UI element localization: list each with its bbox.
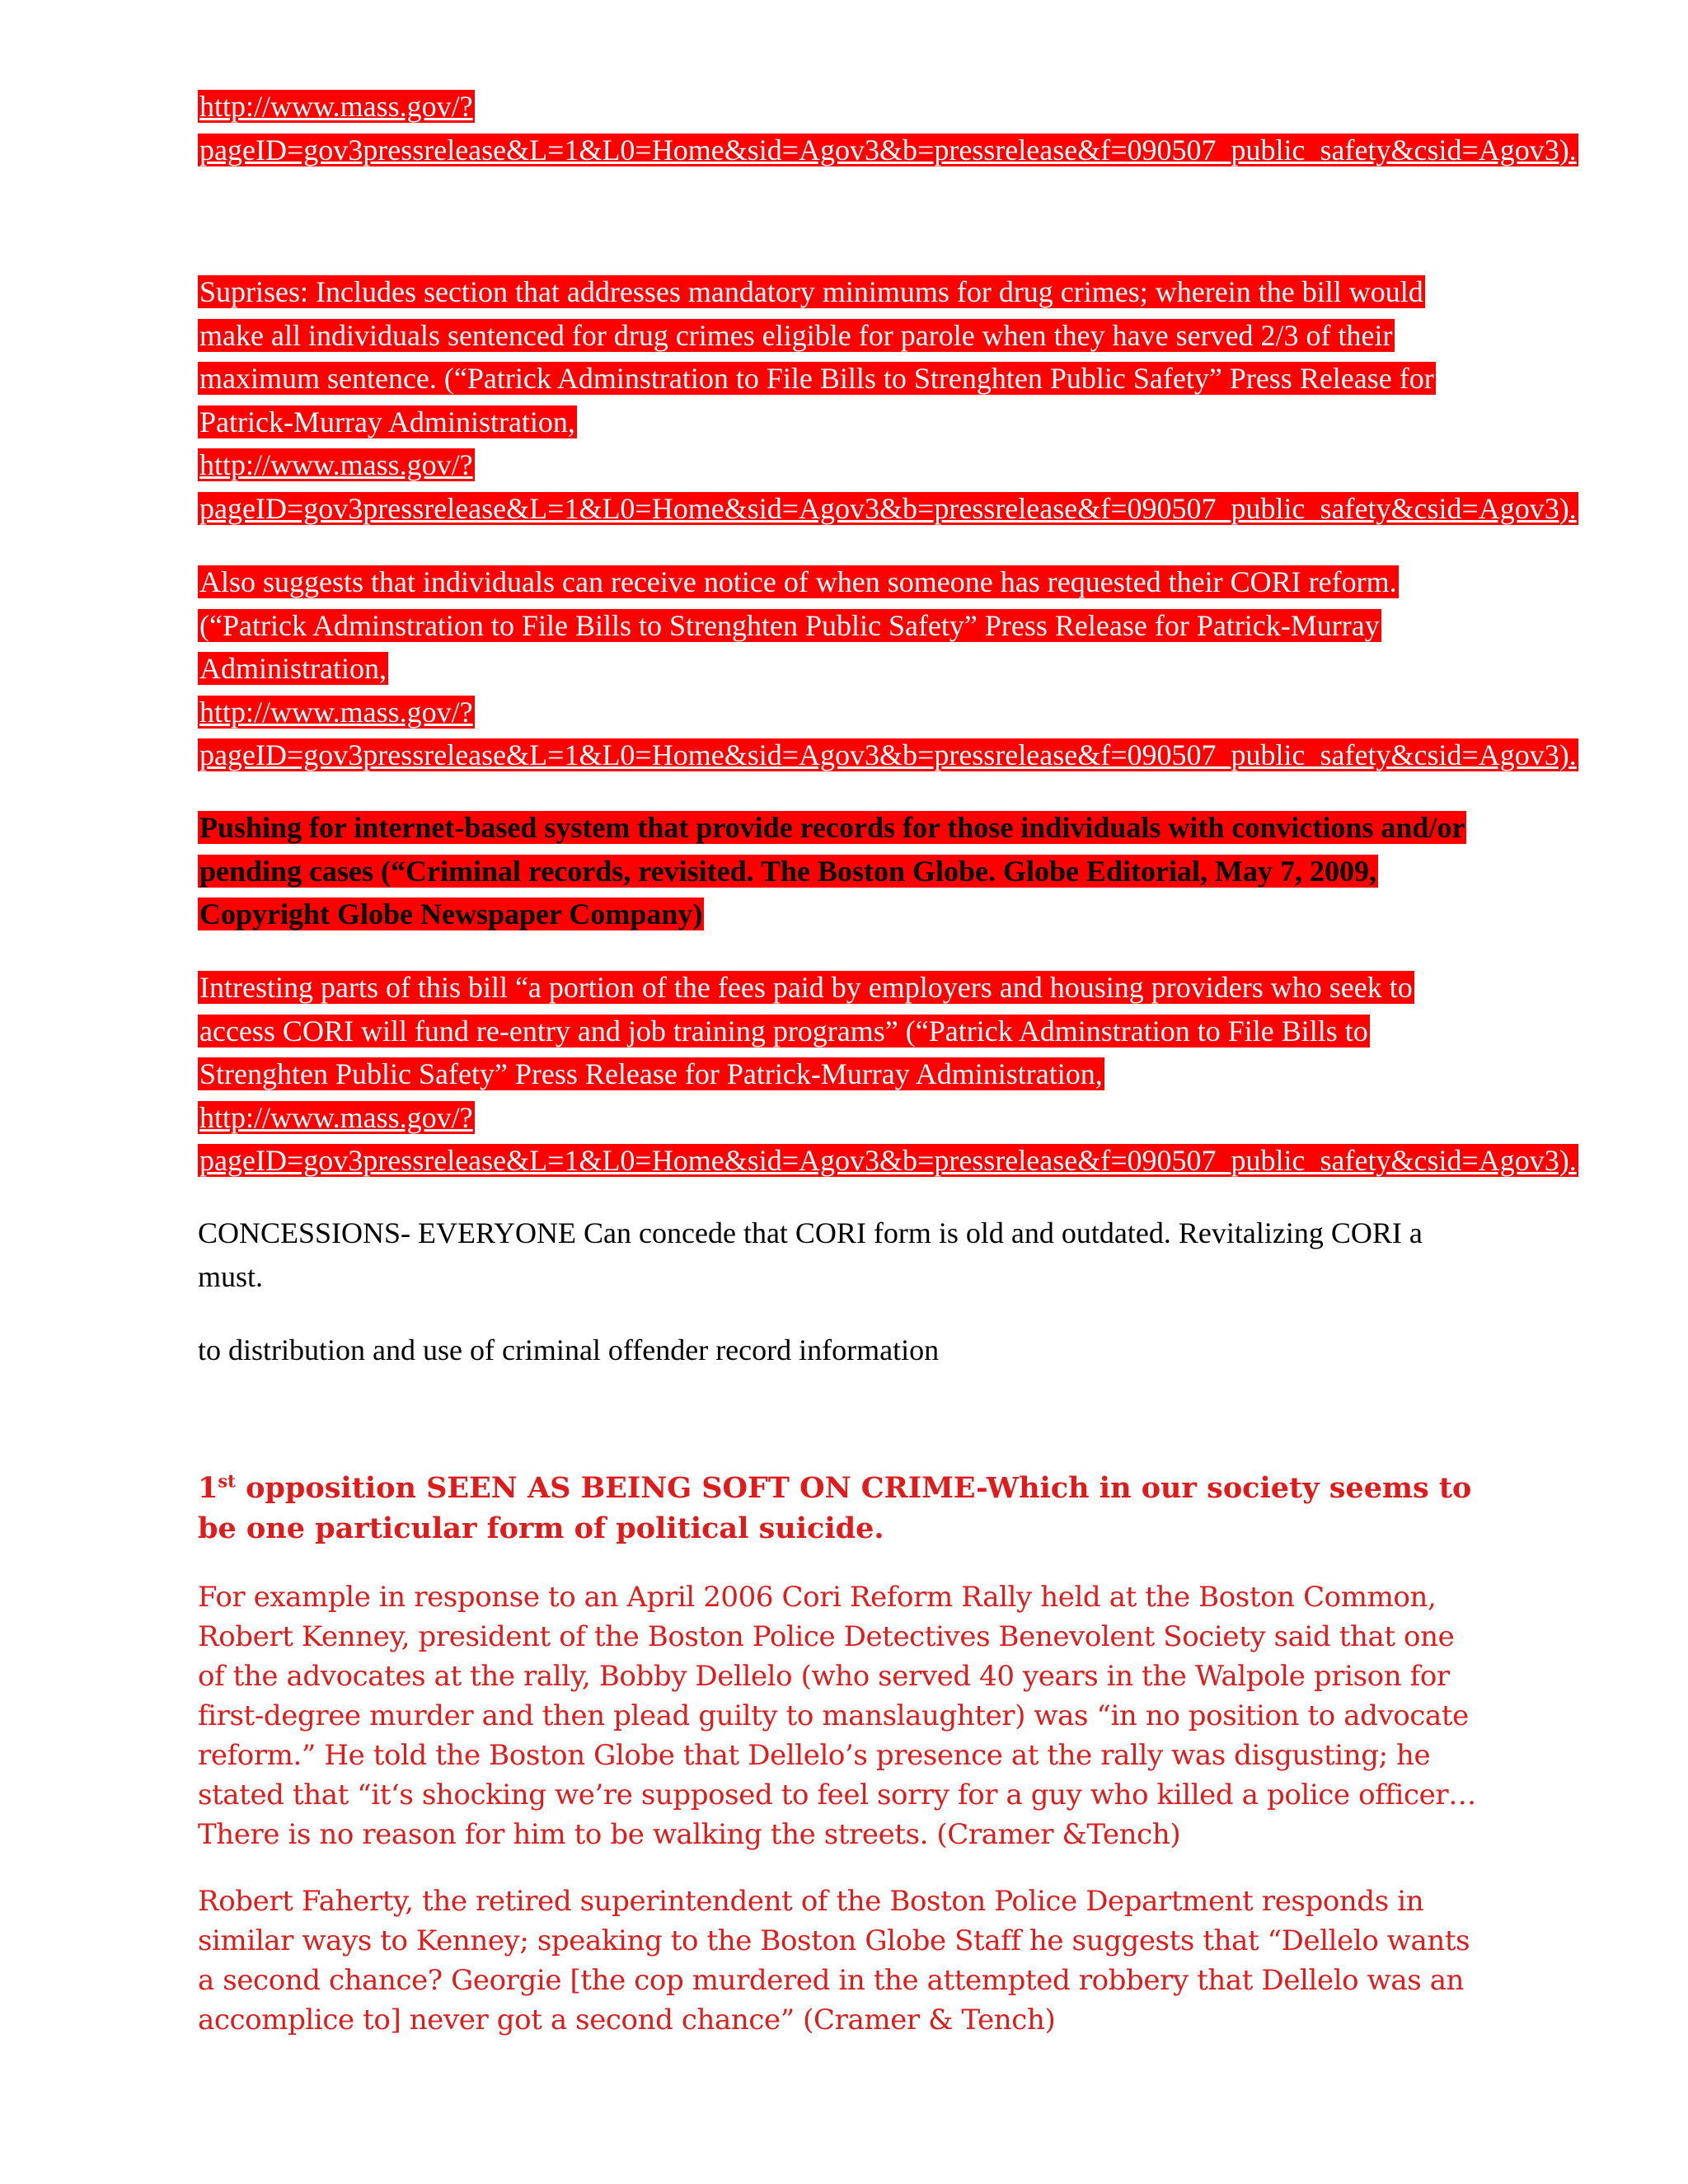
paragraph-intresting: [198, 966, 1577, 1183]
opposition-heading: [198, 1468, 1484, 1549]
paragraph-distribution: to distribution and use of criminal offender record information: [198, 1333, 940, 1366]
paragraph-suprises: [198, 270, 1577, 530]
press-release-link[interactable]: http://www.mass.gov/?pageID=gov3pressrelease&L=1&L0=Home&sid=Agov3&b=pressrelease&f=090507_public_safety&csid=Agov3).: [199, 1100, 1577, 1177]
also-suggests-text: Also suggests that individuals can receive notice of when someone has requested their CORI reform. (“Patrick Adminstration to File Bills to Strenghten Public Safety” Press Release for Patrick-Murray Administration,: [199, 565, 1397, 685]
pushing-text: Pushing for internet-based system that provide records for those individuals with convictions and/or pending cases (“Criminal records, revisited. The Boston Globe. Globe Editorial, May 7, 2009, Copyright Globe Newspaper Company): [199, 811, 1465, 930]
heading-number: 1: [198, 1471, 218, 1505]
heading-text: opposition SEEN AS BEING SOFT ON CRIME-Which in our society seems to be one particular form of political suicide.: [198, 1471, 1472, 1545]
paragraph-pushing: [198, 806, 1484, 936]
press-release-link[interactable]: http://www.mass.gov/?pageID=gov3pressrelease&L=1&L0=Home&sid=Agov3&b=pressrelease&f=090507_public_safety&csid=Agov3).: [199, 448, 1577, 525]
press-release-link[interactable]: http://www.mass.gov/?pageID=gov3pressrelease&L=1&L0=Home&sid=Agov3&b=pressrelease&f=090507_public_safety&csid=Agov3).: [199, 695, 1577, 771]
heading-superscript: st: [218, 1470, 236, 1492]
paragraph-kenney: For example in response to an April 2006 Cori Reform Rally held at the Boston Common, Robert Kenney, president of the Boston Police Detectives Benevolent Society said that one of the advocates at the rally, Bobby Dellelo (who served 40 years in the Walpole prison for first-degree murder and then plead guilty to manslaughter) was “in no position to advocate reform.” He told the Boston Globe that Dellelo’s presence at the rally was disgusting; he stated that “it‘s shocking we’re supposed to feel sorry for a guy who killed a police officer…There is no reason for him to be walking the streets. (Cramer &Tench): [198, 1581, 1476, 1851]
intresting-text: Intresting parts of this bill “a portion of the fees paid by employers and housing providers who seek to access CORI will fund re-entry and job training programs” (“Patrick Adminstration to File Bills to Strenghten Public Safety” Press Release for Patrick-Murray Administration,: [199, 971, 1413, 1090]
paragraph-faherty: Robert Faherty, the retired superintendent of the Boston Police Department responds in similar ways to Kenney; speaking to the Boston Globe Staff he suggests that “Dellelo wants a second chance? Georgie [the cop murdered in the attempted robbery that Dellelo was an accomplice to] never got a second chance” (Cramer & Tench): [198, 1885, 1470, 2036]
press-release-link[interactable]: http://www.mass.gov/?pageID=gov3pressrelease&L=1&L0=Home&sid=Agov3&b=pressrelease&f=090507_public_safety&csid=Agov3).: [199, 90, 1577, 166]
paragraph-concessions: CONCESSIONS- EVERYONE Can concede that CORI form is old and outdated. Revitalizing CORI a must.: [198, 1216, 1423, 1293]
suprises-text: Suprises: Includes section that addresses mandatory minimums for drug crimes; wherein the bill would make all individuals sentenced for drug crimes eligible for parole when they have served 2/3 of their maximum sentence. (“Patrick Adminstration to File Bills to Strenghten Public Safety” Press Release for Patrick-Murray Administration,: [199, 275, 1434, 438]
paragraph-also-suggests: [198, 560, 1577, 777]
paragraph-url-1: [198, 85, 1577, 171]
